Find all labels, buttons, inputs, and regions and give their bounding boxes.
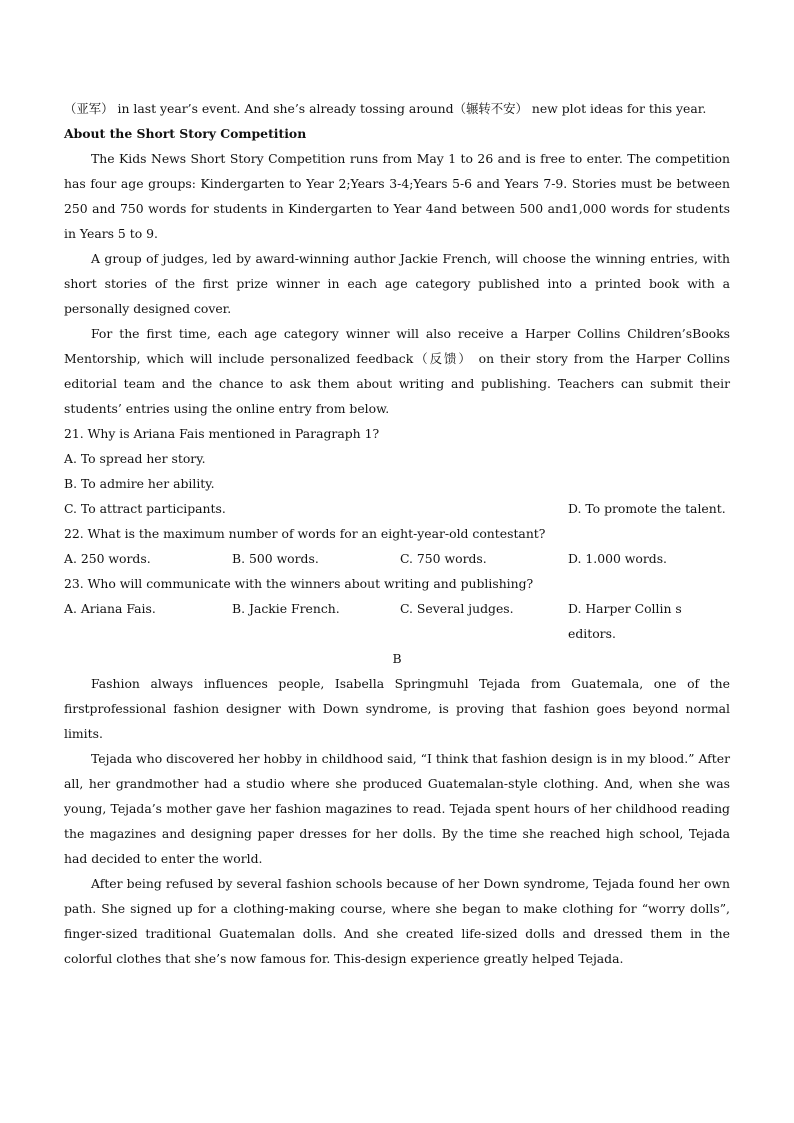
passage-a-paragraph-2: A group of judges, led by award-winning author Jackie French, will choose the winning entries, with short stories of the first prize winner in each age category published into a printed book with a personally designed cover.: [64, 251, 730, 316]
document-page: [64, 96, 730, 971]
passage-b-paragraph-1: Fashion always influences people, Isabella Springmuhl Tejada from Guatemala, one of the firstprofessional fashion designer with Down syndrome, is proving that fashion goes beyond normal limits.: [64, 676, 730, 741]
passage-b-paragraph-2: Tejada who discovered her hobby in childhood said, “I think that fashion design is in my blood.” After all, her grandmother had a studio where she produced Guatemalan-style clothing. And, when she was young, Tejada’s mother gave her fashion magazines to read. Tejada spent hours of her childhood reading the magazines and designing paper dresses for her dolls. By the time she reached high school, Tejada had decided to enter the world.: [64, 751, 730, 866]
question-21-stem: 21. Why is Ariana Fais mentioned in Paragraph 1?: [64, 426, 380, 441]
passage-a-continuation: （亚军） in last year’s event. And she’s already tossing around（辗转不安） new plot ideas for this year.: [64, 101, 707, 116]
passage-b-paragraph-3: After being refused by several fashion schools because of her Down syndrome, Tejada found her own path. She signed up for a clothing-making course, where she began to make clothing for “worry dolls”, finger-sized traditional Guatemalan dolls. And she created life-sized dolls and dressed them in the colorful clothes that she’s now famous for. This-design experience greatly helped Tejada.: [64, 876, 730, 966]
question-23-option-c: C. Several judges.: [400, 601, 514, 616]
question-23-options: [64, 596, 730, 646]
question-23-stem: 23. Who will communicate with the winners about writing and publishing?: [64, 576, 534, 591]
section-heading: About the Short Story Competition: [64, 126, 307, 141]
question-22-option-a: A. 250 words.: [64, 551, 151, 566]
question-21-option-c: C. To attract participants.: [64, 501, 226, 516]
question-23-option-a: A. Ariana Fais.: [64, 601, 156, 616]
question-22-option-d: D. 1.000 words.: [568, 551, 667, 566]
question-22-option-b: B. 500 words.: [232, 551, 319, 566]
passage-b-label: B: [392, 651, 402, 666]
question-21-options: [64, 446, 730, 521]
passage-a-paragraph-3: For the first time, each age category winner will also receive a Harper Collins Children’sBooks Mentorship, which will include personalized feedback（反馈） on their story from the Harper Collins editorial team and the chance to ask them about writing and publishing. Teachers can submit their students’ entries using the online entry from below.: [64, 326, 730, 416]
question-23-option-d: D. Harper Collin s editors.: [568, 601, 682, 641]
question-22-options: [64, 546, 730, 571]
question-22-stem: 22. What is the maximum number of words for an eight-year-old contestant?: [64, 526, 546, 541]
passage-a-paragraph-1: The Kids News Short Story Competition runs from May 1 to 26 and is free to enter. The competition has four age groups: Kindergarten to Year 2;Years 3-4;Years 5-6 and Years 7-9. Stories must be between 250 and 750 words for students in Kindergarten to Year 4and between 500 and1,000 words for students in Years 5 to 9.: [64, 151, 730, 241]
question-21-option-b: B. To admire her ability.: [64, 476, 215, 491]
question-21-option-d: D. To promote the talent.: [568, 501, 726, 516]
question-21-option-a: A. To spread her story.: [64, 451, 206, 466]
question-23-option-b: B. Jackie French.: [232, 601, 340, 616]
question-22-option-c: C. 750 words.: [400, 551, 487, 566]
